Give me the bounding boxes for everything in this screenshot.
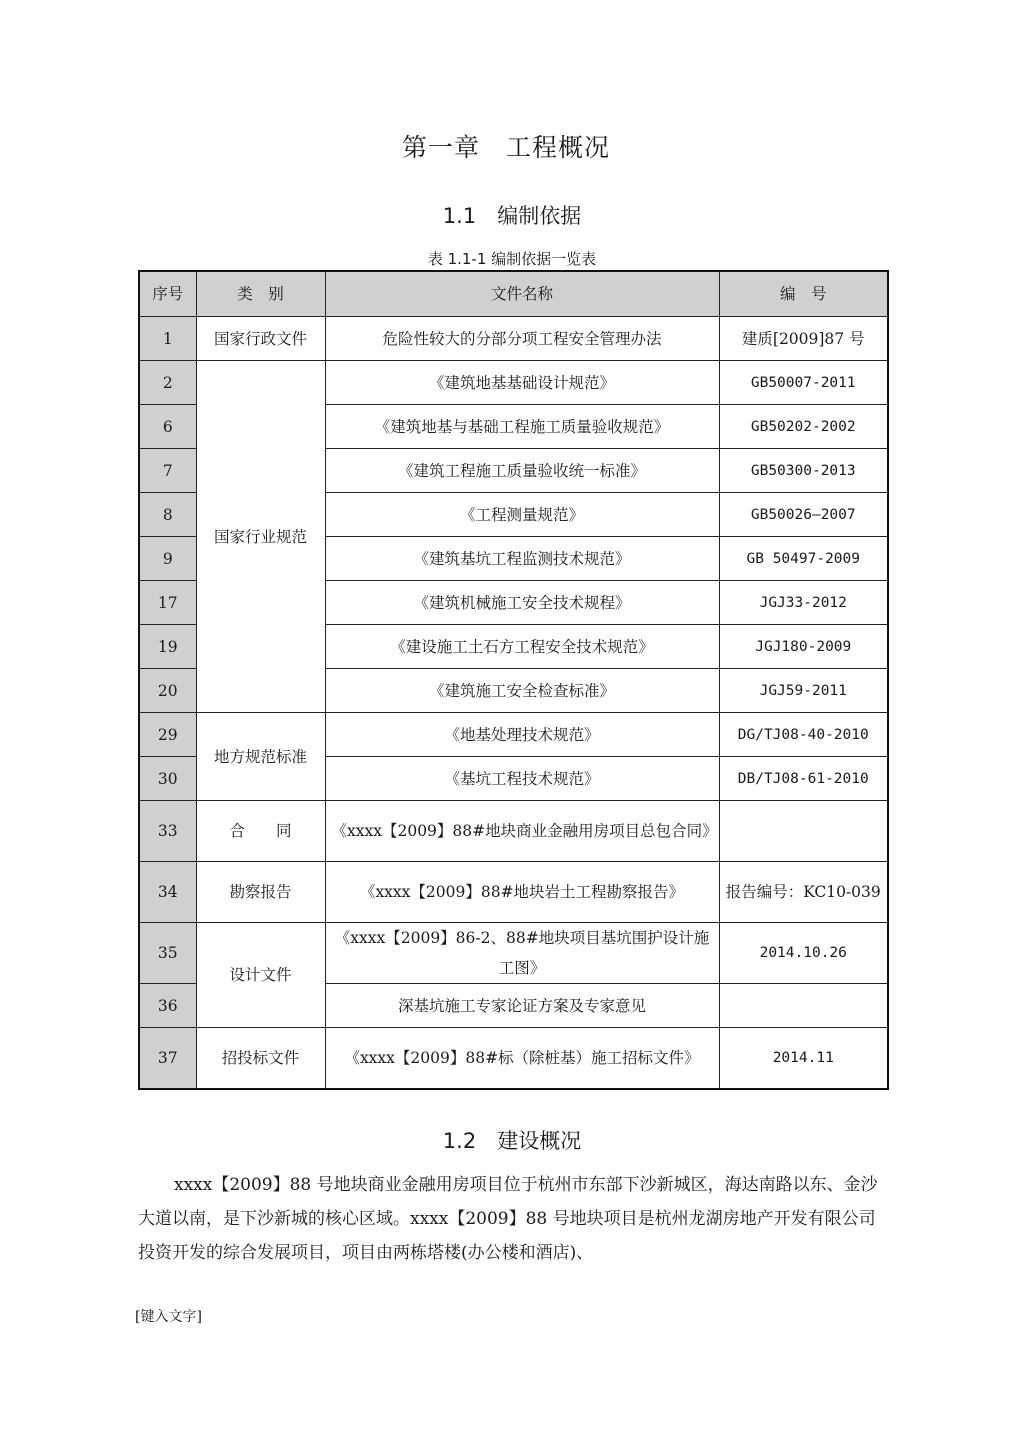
row-name: 《建筑施工安全检查标准》	[325, 669, 719, 713]
row-category: 勘察报告	[196, 862, 325, 923]
row-category: 地方规范标准	[196, 713, 325, 801]
row-seq: 29	[139, 713, 196, 757]
row-code: 2014.10.26	[719, 923, 888, 984]
row-name: 《建筑基坑工程监测技术规范》	[325, 537, 719, 581]
table-row	[139, 801, 888, 862]
row-name: 深基坑施工专家论证方案及专家意见	[325, 984, 719, 1028]
row-name: 《工程测量规范》	[325, 493, 719, 537]
row-seq: 30	[139, 757, 196, 801]
row-category: 合 同	[196, 801, 325, 862]
row-seq: 19	[139, 625, 196, 669]
header-code: 编 号	[719, 271, 888, 317]
row-code: DB/TJ08-61-2010	[719, 757, 888, 801]
row-seq: 36	[139, 984, 196, 1028]
section-title-1-2: 1.2 建设概况	[442, 1129, 582, 1153]
row-category: 国家行政文件	[196, 317, 325, 361]
header-name: 文件名称	[325, 271, 719, 317]
table-row	[139, 713, 888, 757]
row-seq: 20	[139, 669, 196, 713]
row-seq: 35	[139, 923, 196, 984]
chapter-title: 第一章 工程概况	[401, 133, 610, 162]
row-category: 国家行业规范	[196, 361, 325, 713]
row-name: 危险性较大的分部分项工程安全管理办法	[325, 317, 719, 361]
row-code: JGJ59-2011	[719, 669, 888, 713]
row-code: DG/TJ08-40-2010	[719, 713, 888, 757]
row-seq: 37	[139, 1028, 196, 1090]
row-name: 《建设施工土石方工程安全技术规范》	[325, 625, 719, 669]
row-code: GB50026—2007	[719, 493, 888, 537]
row-code: JGJ180-2009	[719, 625, 888, 669]
row-name: 《xxxx【2009】88#标（除桩基）施工招标文件》	[325, 1028, 719, 1090]
row-seq: 34	[139, 862, 196, 923]
table-row	[139, 1028, 888, 1090]
row-name: 《xxxx【2009】88#地块岩土工程勘察报告》	[325, 862, 719, 923]
row-code	[719, 801, 888, 862]
row-name: 《建筑工程施工质量验收统一标准》	[325, 449, 719, 493]
row-code: 报告编号：KC10-039	[719, 862, 888, 923]
row-seq: 17	[139, 581, 196, 625]
section-title-1-1: 1.1 编制依据	[442, 204, 582, 228]
row-code: 2014.11	[719, 1028, 888, 1090]
row-seq: 8	[139, 493, 196, 537]
row-seq: 6	[139, 405, 196, 449]
header-seq: 序号	[139, 271, 196, 317]
row-name: 《xxxx【2009】88#地块商业金融用房项目总包合同》	[325, 801, 719, 862]
body-paragraph: xxxx【2009】88 号地块商业金融用房项目位于杭州市东部下沙新城区，海达南路以东、金沙大道以南，是下沙新城的核心区域。xxxx【2009】88 号地块项目是杭州龙湖房地产开发有限公司投资开发的综合发展项目，项目由两栋塔楼(办公楼和酒店)、	[138, 1175, 878, 1263]
row-code	[719, 984, 888, 1028]
row-code: GB50202-2002	[719, 405, 888, 449]
row-name: 《建筑地基与基础工程施工质量验收规范》	[325, 405, 719, 449]
row-seq: 2	[139, 361, 196, 405]
table-row	[139, 317, 888, 361]
footer-placeholder: [键入文字]	[135, 1309, 202, 1325]
row-seq: 33	[139, 801, 196, 862]
row-name: 《地基处理技术规范》	[325, 713, 719, 757]
row-category: 招投标文件	[196, 1028, 325, 1090]
reference-table	[138, 270, 889, 1090]
row-name: 《建筑地基基础设计规范》	[325, 361, 719, 405]
row-code: GB50007-2011	[719, 361, 888, 405]
table-row	[139, 862, 888, 923]
row-seq: 9	[139, 537, 196, 581]
row-name: 《基坑工程技术规范》	[325, 757, 719, 801]
row-code: GB 50497-2009	[719, 537, 888, 581]
row-seq: 1	[139, 317, 196, 361]
table-caption: 表 1.1-1 编制依据一览表	[427, 250, 597, 268]
table-row	[139, 923, 888, 984]
row-name: 《xxxx【2009】86-2、88#地块项目基坑围护设计施工图》	[325, 923, 719, 984]
row-name: 《建筑机械施工安全技术规程》	[325, 581, 719, 625]
row-category: 设计文件	[196, 923, 325, 1028]
table-header-row	[139, 271, 888, 317]
row-code: GB50300-2013	[719, 449, 888, 493]
header-category: 类 别	[196, 271, 325, 317]
row-code: 建质[2009]87 号	[719, 317, 888, 361]
row-seq: 7	[139, 449, 196, 493]
table-row	[139, 361, 888, 405]
row-code: JGJ33-2012	[719, 581, 888, 625]
